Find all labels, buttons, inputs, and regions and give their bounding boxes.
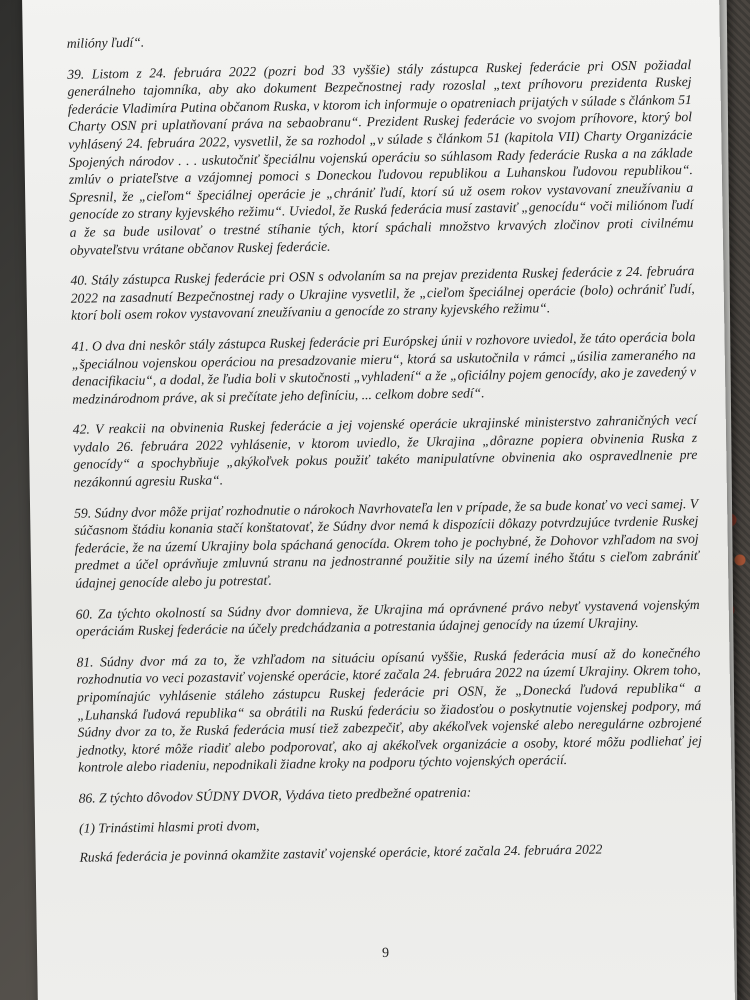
paragraph-81: 81. Súdny dvor má za to, že vzhľadom na situáciu opísanú vyššie, Ruská federácia musí až do konečného rozhodnutia vo veci pozastaviť vojenské operácie, ktoré začala 24. februára 2022 na území Ukrajiny. Okrem toho, pripomínajúc vyhlásenie stáleho zástupcu Ruskej federácie pri OSN, že „Donecká ľudová republika“ a „Luhanská ľudová republika“ sa obrátili na Ruskú federáciu so žiadosťou o poskytnutie vojenskej podpory, má Súdny dvor za to, že Ruská federácia musí tiež zabezpečiť, aby akékoľvek vojenské alebo neregulárne ozbrojené jednotky, ktoré môže riadiť alebo podporovať, ako aj akékoľvek organizácie a osoby, ktoré môžu podliehať jej kontrole alebo riadeniu, nepodnikali žiadne kroky na podporu týchto vojenských operácií. <box>76 644 702 776</box>
page-number: 9 <box>381 945 390 961</box>
paragraph-59: 59. Súdny dvor môže prijať rozhodnutie o nárokoch Navrhovateľa len v prípade, že sa bude konať vo veci samej. V súčasnom štádiu konania stačí konštatovať, že Súdny dvor nemá k dispozícii dôkazy potvrdzujúce tvrdenie Ruskej federácie, že na území Ukrajiny bola spáchaná genocída. Okrem toho je pochybné, že Dohovor vzhľadom na svoj predmet a účel oprávňuje zmluvnú stranu na jednostranné použitie sily na území iného štátu s cieľom zabrániť údajnej genocíde alebo ju potrestať. <box>74 495 700 591</box>
paragraph-41: 41. O dva dni neskôr stály zástupca Ruskej federácie pri Európskej únii v rozhovore uviedol, že táto operácia bola „špeciálnou vojenskou operáciou na presadzovanie mieru“, ktorá sa uskutočnila v rámci „úsilia zameraného na denacifikaciu“, a dodal, že ľudia boli v skutočnosti „vyhladení“ a že „oficiálny pojem genocídy, ako je zavedený v medzinárodnom práve, ak si prečítate jeho definíciu, ... celkom dobre sedí“. <box>71 328 697 407</box>
paragraph-39: 39. Listom z 24. februára 2022 (pozri bod 33 vyššie) stály zástupca Ruskej federácie pri OSN požiadal generálneho tajomníka, aby ako dokument Bezpečnostnej rady rozoslal „text príhovoru prezidenta Ruskej federácie Vladimíra Putina občanom Ruska, v ktorom ich informuje o opatreniach prijatých v súlade s článkom 51 Charty OSN pri uplatňovaní práva na sebaobranu“. Prezident Ruskej federácie vo svojom príhovore, ktorý bol vyhlásený 24. februára 2022, vysvetlil, že sa rozhodol „v súlade s článkom 51 (kapitola VII) Charty Organizácie Spojených národov . . . uskutočniť špeciálnu vojenskú operáciu so súhlasom Rady federácie Ruska a na základe zmlúv o priateľstve a vzájomnej pomoci s Doneckou ľudovou republikou a Luhanskou ľudovou republikou“. Spresnil, že „cieľom“ špeciálnej operácie je „chrániť ľudí, ktorí sú už osem rokov vystavovaní zneužívaniu a genocíde zo strany kyjevského režimu“. Uviedol, že Ruská federácia musí zastaviť „genocídu“ voči miliónom ľudí a že sa bude usilovať o trestné stíhanie tých, ktorí spáchali množstvo krvavých zločinov proti civilnému obyvateľstvu vrátane občanov Ruskej federácie. <box>67 56 694 258</box>
paragraph-42: 42. V reakcii na obvinenia Ruskej federácie a jej vojenské operácie ukrajinské ministerstvo zahraničných vecí vydalo 26. februára 2022 vyhlásenie, v ktorom uviedlo, že Ukrajina „dôrazne popiera obvinenia Ruska z genocídy“ a spochybňuje „akýkoľvek pokus použiť takéto manipulatívne obvinenia ako ospravedlnenie pre nezákonnú agresiu Ruska“. <box>72 412 698 490</box>
paragraph-60: 60. Za týchto okolností sa Súdny dvor domnieva, že Ukrajina má oprávnené právo nebyť vystavená vojenským operáciám Ruskej federácie na účely predchádzania a potrestania údajnej genocídy na území Ukrajiny. <box>75 596 700 639</box>
paragraph-40: 40. Stály zástupca Ruskej federácie pri OSN s odvolaním sa na prejav prezidenta Ruskej federácie z 24. februára 2022 na zasadnutí Bezpečnostnej rady o Ukrajine vysvetlil, že „cieľom špeciálnej operácie (bolo) ochrániť ľudí, ktorí boli osem rokov vystavovaní zneužívaniu a genocíde zo strany kyjevského režimu“. <box>70 263 695 324</box>
document-page <box>22 0 735 1000</box>
document-text <box>67 25 704 878</box>
vote-line: (1) Trinástimi hlasmi proti dvom, <box>78 817 260 836</box>
paragraph-86: 86. Z týchto dôvodov SÚDNY DVOR, Vydáva tieto predbežné opatrenia: <box>78 784 472 806</box>
order-line: Ruská federácia je povinná okamžite zastaviť vojenské operácie, ktoré začala 24. februára 2022 <box>79 841 603 865</box>
paragraph-continuation: milióny ľudí“. <box>66 34 145 51</box>
